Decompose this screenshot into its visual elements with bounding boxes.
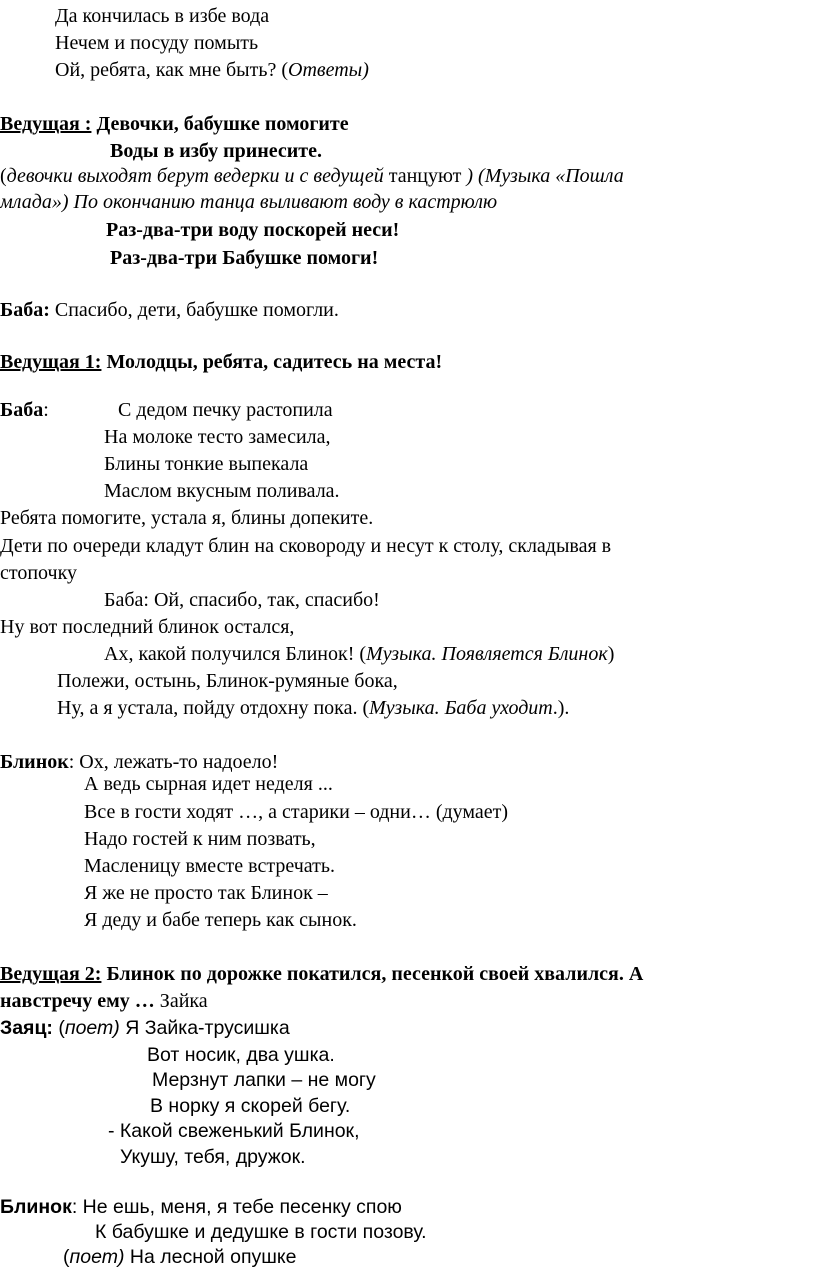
stage-direction: Музыка. Появляется Блинок [366,643,608,665]
speaker-line [0,350,442,374]
line-text: ( [63,1246,70,1268]
verse-line: Надо гостей к ним позвать, [84,828,316,850]
verse-line: Я же не просто так Блинок – [84,882,328,904]
line-text: Блинок по дорожке покатился, песенкой своей хвалился. А [101,963,644,985]
verse-line: Да кончилась в избе вода [55,5,270,27]
verse-line: Баба: Ой, спасибо, так, спасибо! [104,589,380,611]
speaker-line [0,398,333,422]
verse-line: Нечем и посуду помыть [55,32,259,54]
verse-line [57,696,569,720]
line-text: На лесной опушке [124,1246,297,1268]
speaker-line [0,112,349,136]
speaker-name: Блинок [0,1196,72,1218]
verse-line: На молоке тесто замесила, [104,426,331,448]
speaker-name: Ведущая 1: [0,351,102,373]
verse-line: К бабушке и дедушке в гости позову. [95,1221,427,1243]
verse-line: Масленицу вместе встречать. [84,855,335,877]
verse-line: Все в гости ходят …, а старики – одни… (думает) [84,801,509,823]
verse-line [104,642,614,666]
verse-text: С дедом печку растопила [118,399,333,421]
speaker-line [0,1016,290,1040]
verse-line: Раз-два-три Бабушке помоги! [110,247,379,269]
speaker-name: Баба [0,399,44,421]
verse-line: Маслом вкусным поливала. [104,480,340,502]
verse-line: Полежи, остынь, Блинок-румяные бока, [57,670,398,692]
speaker-name: Блинок [0,751,69,773]
verse-line: стопочку [0,562,78,584]
verse-line: Вот носик, два ушка. [147,1044,335,1066]
verse-line [0,989,208,1013]
character-name: Зайка [159,990,208,1012]
line-text: ( [52,1017,65,1039]
verse-line: Я деду и бабе теперь как сынок. [84,909,357,931]
speaker-line [0,298,339,322]
line-text: ( [0,165,7,187]
verse-line: Мерзнут лапки – не могу [152,1069,376,1091]
line-text: : Ох, лежать-то надоело! [68,751,279,773]
speaker-line [0,1195,402,1219]
verse-line [55,58,369,82]
line-text: : [43,399,49,421]
line-text: танцуют [383,165,467,187]
line-text: Ну, а я устала, пойду отдохну пока. ( [57,697,370,719]
line-text: Спасибо, дети, бабушке помогли. [49,299,339,321]
verse-line: Блины тонкие выпекала [104,453,309,475]
verse-line: Воды в избу принесите. [110,140,323,162]
verse-line: Укушу, тебя, дружок. [120,1146,306,1168]
line-text: Ой, ребята, как мне быть? ( [55,59,289,81]
verse-line: - Какой свеженький Блинок, [108,1120,360,1142]
speaker-line [0,750,278,774]
speaker-line [0,962,643,986]
stage-direction-line [0,164,624,188]
stage-direction: поет) [69,1246,125,1268]
speaker-name: Ведущая 2: [0,963,102,985]
verse-line: Дети по очереди кладут блин на сковороду и несут к столу, складывая в [0,535,612,557]
stage-direction-line: млада») По окончанию танца выливают воду в кастрюлю [0,191,498,213]
stage-direction: Музыка. Баба уходит [369,697,553,719]
speaker-name: Заяц: [0,1017,53,1039]
stage-direction: Ответы) [288,59,369,81]
verse-line: Раз-два-три воду поскорей неси! [106,219,400,241]
line-text: Ах, какой получился Блинок! ( [104,643,367,665]
stage-direction: поет) [64,1017,120,1039]
verse-line: Ну вот последний блинок остался, [0,616,295,638]
stage-direction: девочки выходят берут ведерки и с ведущей [6,165,384,187]
speaker-name: Ведущая : [0,113,92,135]
stage-direction: ) (Музыка «Пошла [466,165,624,187]
line-text: навстречу ему … [0,990,160,1012]
line-text: Девочки, бабушке помогите [91,113,349,135]
line-text: ) [607,643,615,665]
line-text: .). [552,697,570,719]
verse-line: В норку я скорей бегу. [150,1095,351,1117]
speaker-name: Баба: [0,299,50,321]
line-text: Я Зайка-трусишка [119,1017,290,1039]
verse-line [63,1245,297,1269]
verse-line: Ребята помогите, устала я, блины допеките. [0,507,374,529]
verse-line: А ведь сырная идет неделя ... [84,773,333,795]
line-text: : Не ешь, меня, я тебе песенку спою [71,1196,402,1218]
line-text: Молодцы, ребята, садитесь на места! [101,351,443,373]
